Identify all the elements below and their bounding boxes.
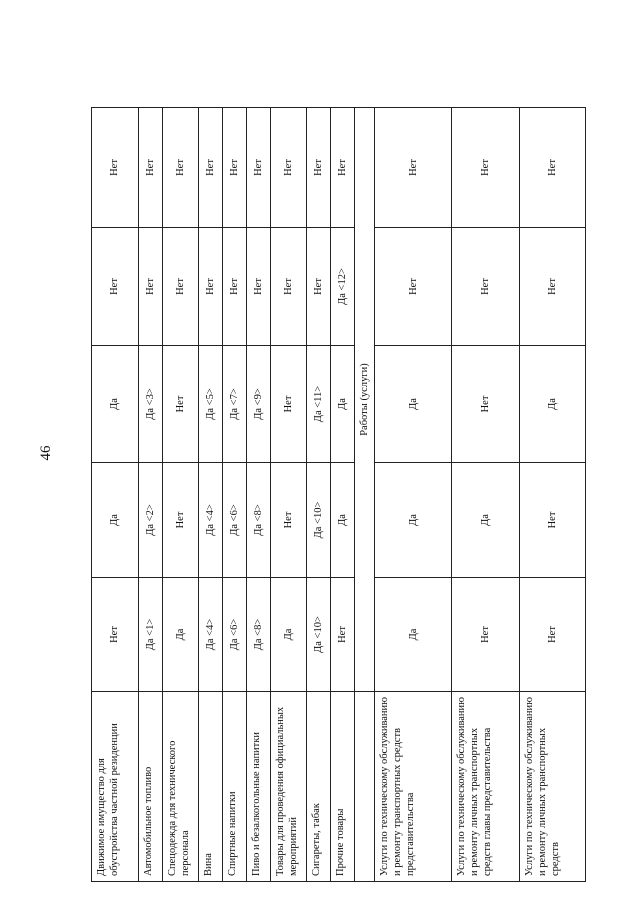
cell-value: Да <7> xyxy=(223,346,247,463)
row-name: Спецодежда для технического персонала xyxy=(163,692,199,882)
cell-value: Да xyxy=(375,463,452,578)
section-row xyxy=(355,108,375,882)
section-empty-cell xyxy=(355,692,375,882)
row-name: Услуги по техническому обслуживанию и ремонту транспортных средств представительства xyxy=(375,692,452,882)
cell-value: Да <10> xyxy=(307,578,331,692)
cell-value: Нет xyxy=(331,108,355,228)
cell-value: Да <4> xyxy=(199,578,223,692)
table-row xyxy=(247,108,271,882)
cell-value: Нет xyxy=(247,228,271,346)
row-name: Услуги по техническому обслуживанию и ремонту личных транспортных средств главы представительства xyxy=(452,692,520,882)
cell-value: Да xyxy=(452,463,520,578)
cell-value: Нет xyxy=(331,578,355,692)
cell-value: Да <5> xyxy=(199,346,223,463)
cell-value: Да <11> xyxy=(307,346,331,463)
table-row xyxy=(375,108,452,882)
cell-value: Нет xyxy=(271,108,307,228)
cell-value: Да <8> xyxy=(247,578,271,692)
page-number: 46 xyxy=(38,445,54,461)
cell-value: Да <4> xyxy=(199,463,223,578)
table-row xyxy=(139,108,163,882)
cell-value: Нет xyxy=(375,228,452,346)
cell-value: Нет xyxy=(452,228,520,346)
cell-value: Нет xyxy=(223,108,247,228)
table-row xyxy=(163,108,199,882)
table-row xyxy=(92,108,139,882)
cell-value: Да xyxy=(92,346,139,463)
row-name: Автомобильное топливо xyxy=(139,692,163,882)
cell-value: Да xyxy=(271,578,307,692)
cell-value: Нет xyxy=(199,108,223,228)
cell-value: Нет xyxy=(223,228,247,346)
cell-value: Нет xyxy=(247,108,271,228)
cell-value: Нет xyxy=(452,578,520,692)
row-name: Вина xyxy=(199,692,223,882)
cell-value: Нет xyxy=(163,346,199,463)
cell-value: Нет xyxy=(163,108,199,228)
cell-value: Нет xyxy=(92,108,139,228)
cell-value: Да <10> xyxy=(307,463,331,578)
cell-value: Нет xyxy=(199,228,223,346)
cell-value: Да <1> xyxy=(139,578,163,692)
cell-value: Нет xyxy=(271,228,307,346)
cell-value: Нет xyxy=(139,108,163,228)
cell-value: Да <6> xyxy=(223,578,247,692)
cell-value: Да xyxy=(520,346,586,463)
cell-value: Да xyxy=(92,463,139,578)
tax-exemption-table xyxy=(91,107,586,882)
cell-value: Нет xyxy=(520,108,586,228)
cell-value: Нет xyxy=(520,578,586,692)
row-name: Пиво и безалкогольные напитки xyxy=(247,692,271,882)
cell-value: Нет xyxy=(92,228,139,346)
cell-value: Да xyxy=(331,463,355,578)
section-title: Работы (услуги) xyxy=(355,108,375,692)
table-row xyxy=(520,108,586,882)
cell-value: Да <8> xyxy=(247,463,271,578)
cell-value: Да <2> xyxy=(139,463,163,578)
cell-value: Нет xyxy=(163,228,199,346)
cell-value: Нет xyxy=(520,228,586,346)
cell-value: Да xyxy=(375,346,452,463)
cell-value: Да <3> xyxy=(139,346,163,463)
cell-value: Да <9> xyxy=(247,346,271,463)
cell-value: Да <6> xyxy=(223,463,247,578)
cell-value: Да xyxy=(331,346,355,463)
row-name: Движимое имущество для обустройства частной резиденции xyxy=(92,692,139,882)
cell-value: Нет xyxy=(375,108,452,228)
row-name: Спиртные напитки xyxy=(223,692,247,882)
cell-value: Нет xyxy=(307,228,331,346)
cell-value: Нет xyxy=(163,463,199,578)
cell-value: Да xyxy=(375,578,452,692)
row-name: Сигареты, табак xyxy=(307,692,331,882)
table-row xyxy=(307,108,331,882)
cell-value: Нет xyxy=(520,463,586,578)
cell-value: Нет xyxy=(271,463,307,578)
rotated-table-frame xyxy=(91,108,583,882)
cell-value: Нет xyxy=(452,108,520,228)
row-name: Товары для проведения официальных мероприятий xyxy=(271,692,307,882)
table-row xyxy=(452,108,520,882)
cell-value: Нет xyxy=(139,228,163,346)
row-name: Прочие товары xyxy=(331,692,355,882)
table-row xyxy=(223,108,247,882)
cell-value: Нет xyxy=(452,346,520,463)
cell-value: Нет xyxy=(271,346,307,463)
row-name: Услуги по техническому обслуживанию и ремонту личных транспортных средств xyxy=(520,692,586,882)
cell-value: Да <12> xyxy=(331,228,355,346)
cell-value: Нет xyxy=(92,578,139,692)
cell-value: Нет xyxy=(307,108,331,228)
table-row xyxy=(331,108,355,882)
table-container xyxy=(91,108,583,882)
cell-value: Да xyxy=(163,578,199,692)
table-row xyxy=(271,108,307,882)
table-row xyxy=(199,108,223,882)
